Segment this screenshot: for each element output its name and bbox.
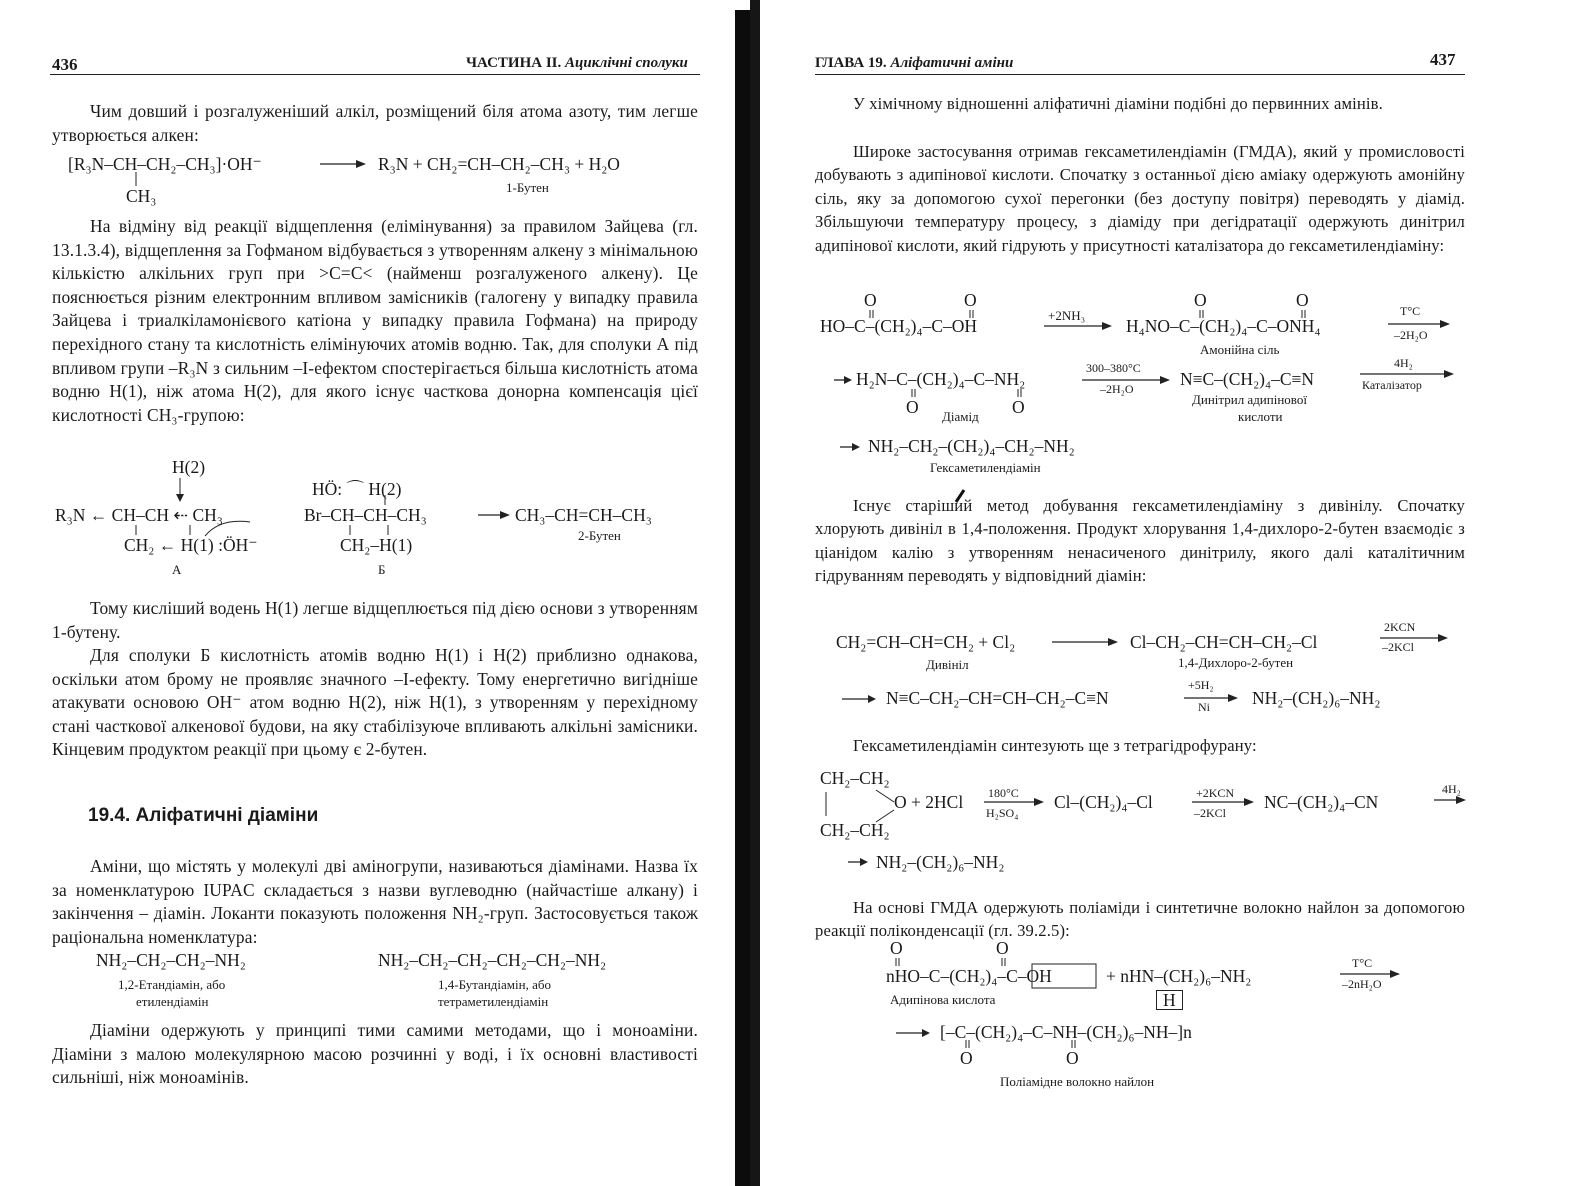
carbonyl-o: O bbox=[1012, 397, 1025, 417]
carbonyl-o: O bbox=[864, 290, 877, 310]
arrow-label: 4H₂ bbox=[1442, 782, 1461, 796]
scheme-label-b: Б bbox=[378, 562, 386, 577]
divinyl-formula: CH₂=CH–CH=CH₂ + Cl₂ bbox=[836, 632, 1016, 652]
paragraph: Гексаметилендіамін синтезують ще з тетрагідрофурану: bbox=[853, 736, 1257, 755]
scheme-b-bottom: CH₂–H(1) bbox=[340, 535, 413, 555]
adipic-acid-formula: HO–C–(CH₂)₄–C–OH bbox=[820, 316, 978, 336]
arrow-label: 2KCN bbox=[1384, 620, 1416, 634]
left-page bbox=[0, 0, 735, 1186]
hmda-formula: NH₂–CH₂–(CH₂)₄–CH₂–NH₂ bbox=[868, 436, 1075, 456]
adipic-acid-name: Адипінова кислота bbox=[890, 992, 996, 1007]
right-page bbox=[760, 0, 1595, 1186]
diamine-name: 1,2-Етандіамін, або bbox=[118, 977, 226, 992]
product-name-1-butene: 1-Бутен bbox=[506, 180, 549, 195]
paragraph: Діаміни одержують у принципі тими самими методами, що і моноаміни. Діаміни з малою молекулярною масою розчинні у воді, і їх основні властивості сильніші, ніж моноамінів. bbox=[52, 1020, 698, 1088]
arrow-label: 4H₂ bbox=[1394, 356, 1413, 370]
nylon-name: Поліамідне волокно найлон bbox=[1000, 1074, 1155, 1089]
arrow-label: 180°C bbox=[988, 786, 1019, 800]
scheme-a-main: R₃N ← CH–CH ⇠ CH₃ bbox=[55, 505, 223, 525]
section-title: 19.4. Аліфатичні діаміни bbox=[88, 805, 319, 826]
diamine-name: тетраметилендіамін bbox=[438, 994, 549, 1009]
running-head-left: ЧАСТИНА ІІ. Ациклічні сполуки bbox=[466, 55, 688, 71]
paragraph: Тому кисліший водень H(1) легше відщеплюється під дією основи з утворенням 1-бутену. bbox=[52, 598, 698, 642]
paragraph: Широке застосування отримав гексаметилендіамін (ГМДА), який у промисловості добувають з адипінової кислоти. Спочатку з останньої дією аміаку одержують амонійну сіль, яку за допомогою сухої перегонки (без доступу повітря) переводять у діамід. Збільшуючи температуру процесу, з діаміду при дегідратації одержують динітрил адипінової кислоти, який гідрують у присутності каталізатора до гексаметилендіаміну: bbox=[815, 142, 1465, 255]
scheme-b-top: HÖ: ⌒ H(2) bbox=[312, 479, 402, 499]
carbonyl-o: O bbox=[1296, 290, 1309, 310]
paragraph: Для сполуки Б кислотність атомів водню H(1) і H(2) приблизно однакова, оскільки атом брому не проявляє значного –I-ефекту. Тому енергетично вигідніше атакувати основою OH⁻ атом водню H(2), ніж H(1), з утворенням у перехідному стані часткової алкенової будови, на яку стабілізуюче впливають алкільні замісники. Кінцевим продуктом реакції при цьому є 2-бутен. bbox=[52, 645, 698, 760]
carbonyl-o: O bbox=[964, 290, 977, 310]
paragraph: Аміни, що містять у молекулі дві аміногрупи, називаються діамінами. Назва їх за номенклатурою IUPAC складається з назви вуглеводню (найчастіше алкану) і закінчення – діамін. Локанти показують положення NH₂-груп. Застосовується також раціональна номенклатура: bbox=[52, 856, 698, 947]
arrow-label: T°C bbox=[1352, 956, 1373, 970]
dichlorobutene-name: 1,4-Дихлоро-2-бутен bbox=[1178, 655, 1294, 670]
paragraph: На відміну від реакції відщеплення (елімінування) за правилом Зайцева (гл. 13.1.3.4), відщеплення за Гофманом відбувається з утворенням алкену з мінімальною кількістю алкільних груп при >C=C< (найменш розгалуженого алкену). Це пояснюється різним електронним впливом замісників (галогену у випадку правила Зайцева і триалкіламонієвого катіона у випадку правила Гофмана) на природу перехідного стану та кислотність елімінуючих атомів водню. Так, для сполуки А під впливом групи –R₃N з сильним –I-ефектом спостерігається більша кислотність атома водню H(1), ніж атома H(2), для якого існує часткова донорна компенсація цієї кислотності CH₃-групою: bbox=[52, 216, 698, 425]
adiponitrile-formula: NC–(CH₂)₄–CN bbox=[1264, 792, 1379, 812]
equation-ch3: CH₃ bbox=[126, 186, 157, 206]
arrow-label: +5H₂ bbox=[1188, 678, 1214, 692]
product-name-2-butene: 2-Бутен bbox=[578, 528, 621, 543]
hmda-reactant: + nHN–(CH₂)₆–NH₂ bbox=[1106, 966, 1252, 986]
arrow-label: +2NH₃ bbox=[1048, 308, 1086, 323]
dinitrile-name: Динітрил адипінової bbox=[1192, 392, 1307, 407]
thf-ring-top: CH₂–CH₂ bbox=[820, 768, 890, 788]
paragraph: Існує старіший метод добування гексаметилендіаміну з дивінілу. Спочатку хлорують дивініл в 1,4-положення. Продукт хлорування 1,4-дихлоро-2-бутен взаємодіє з ціанідом калію з утворенням ненасиченого динітрилу, якого далі каталітичним гідруванням переводять у відповідний діамін: bbox=[815, 496, 1465, 586]
divinyl-name: Дивініл bbox=[926, 657, 969, 672]
equation-reactant: [R₃N–CH–CH₂–CH₃]·OH⁻ bbox=[68, 154, 262, 174]
scheme-a-bottom: CH₂ ← H(1) :ÖH⁻ bbox=[124, 535, 258, 555]
page-number-right: 437 bbox=[1430, 50, 1456, 69]
arrow-label: –2KCl bbox=[1194, 806, 1227, 820]
hmda-name: Гексаметилендіамін bbox=[930, 460, 1041, 475]
paragraph: Чим довший і розгалуженіший алкіл, розміщений біля атома азоту, тим легше утворюється алкен: bbox=[52, 101, 698, 145]
page-number-left: 436 bbox=[52, 55, 78, 74]
paragraph: На основі ГМДА одержують поліаміди і синтетичне волокно найлон за допомогою реакції поліконденсації (гл. 39.2.5): bbox=[815, 898, 1465, 941]
diamine-name: 1,4-Бутандіамін, або bbox=[438, 977, 551, 992]
running-head-right: ГЛАВА 19. Аліфатичні аміни bbox=[815, 55, 1014, 71]
diamine-name: етилендіамін bbox=[136, 994, 209, 1009]
carbonyl-o: O bbox=[890, 938, 903, 958]
arrow-label: –2H₂O bbox=[1394, 328, 1428, 342]
nylon-formula: [–C–(CH₂)₄–C–NH–(CH₂)₆–NH–]n bbox=[940, 1022, 1192, 1042]
carbonyl-o: O bbox=[1194, 290, 1207, 310]
ammonium-salt-formula: H₄NO–C–(CH₂)₄–C–ONH₄ bbox=[1126, 316, 1321, 336]
diamine-formula: NH₂–CH₂–CH₂–NH₂ bbox=[96, 950, 246, 970]
thf-ring-bottom: CH₂–CH₂ bbox=[820, 820, 890, 840]
arrow-label: 300–380°C bbox=[1086, 361, 1141, 375]
dinitrile-name: кислоти bbox=[1238, 409, 1283, 424]
diamide-formula: H₂N–C–(CH₂)₄–C–NH₂ bbox=[856, 369, 1026, 389]
paragraph: У хімічному відношенні аліфатичні діаміни подібні до первинних амінів. bbox=[853, 94, 1383, 113]
scheme-a-h2: H(2) bbox=[172, 457, 206, 477]
diamide-name: Діамід bbox=[942, 409, 979, 424]
arrow-label: +2KCN bbox=[1196, 786, 1235, 800]
dichlorobutane-formula: Cl–(CH₂)₄–Cl bbox=[1054, 792, 1153, 812]
arrow-label: H₂SO₄ bbox=[986, 806, 1019, 820]
book-gutter-shadow bbox=[750, 0, 760, 1186]
arrow-label: T°C bbox=[1400, 304, 1421, 318]
hydrogen-box: H bbox=[1156, 990, 1183, 1010]
unsaturated-dinitrile-formula: N≡C–CH₂–CH=CH–CH₂–C≡N bbox=[886, 688, 1109, 708]
carbonyl-o: O bbox=[1066, 1048, 1079, 1068]
arrow-label: Каталізатор bbox=[1362, 378, 1422, 392]
equation-products: R₃N + CH₂=CH–CH₂–CH₃ + H₂O bbox=[378, 154, 620, 174]
carbonyl-o: O bbox=[906, 397, 919, 417]
scheme4-arrows bbox=[760, 0, 1595, 1186]
dinitrile-formula: N≡C–(CH₂)₄–C≡N bbox=[1180, 369, 1315, 389]
hmda-formula: NH₂–(CH₂)₆–NH₂ bbox=[1252, 688, 1381, 708]
carbonyl-o: O bbox=[960, 1048, 973, 1068]
arrow-label: Ni bbox=[1198, 700, 1210, 714]
arrow-label: –2H₂O bbox=[1100, 382, 1134, 396]
scheme-label-a: А bbox=[172, 562, 182, 577]
dichlorobutene-formula: Cl–CH₂–CH=CH–CH₂–Cl bbox=[1130, 632, 1318, 652]
carbonyl-o: O bbox=[996, 938, 1009, 958]
adipic-acid-formula: nHO–C–(CH₂)₄–C–OH bbox=[886, 966, 1052, 986]
diamine-formula: NH₂–CH₂–CH₂–CH₂–CH₂–NH₂ bbox=[378, 950, 607, 970]
scheme-b-main: Br–CH–CH–CH₃ bbox=[304, 505, 427, 525]
arrow-label: –2KCl bbox=[1382, 640, 1415, 654]
arrow-label: –2nH₂O bbox=[1342, 977, 1382, 991]
hmda-formula: NH₂–(CH₂)₆–NH₂ bbox=[876, 852, 1005, 872]
scheme-product: CH₃–CH=CH–CH₃ bbox=[515, 505, 652, 525]
thf-ring-o: O + 2HCl bbox=[894, 792, 964, 812]
ammonium-salt-name: Амонійна сіль bbox=[1200, 342, 1280, 357]
